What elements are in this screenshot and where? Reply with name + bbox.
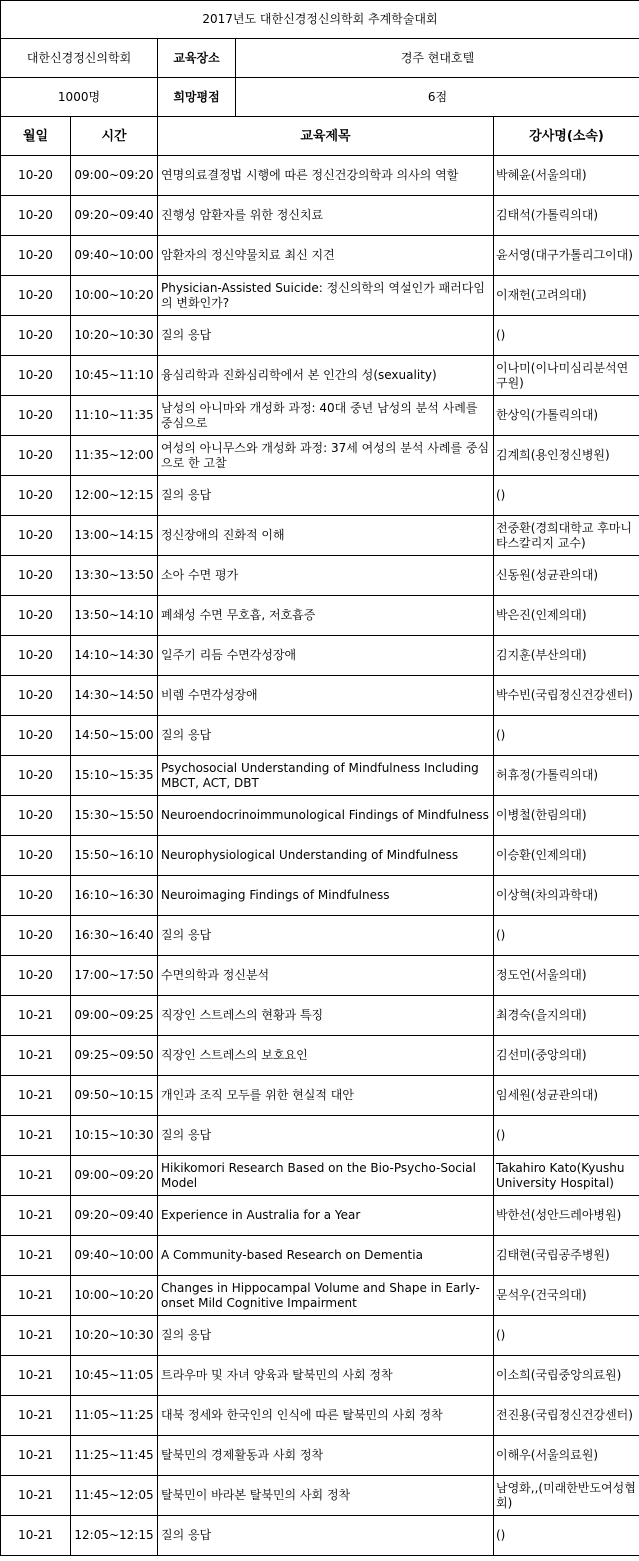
topic-cell: A Community-based Research on Dementia: [158, 1236, 494, 1276]
date-cell: 10-20: [1, 836, 71, 876]
date-cell: 10-20: [1, 156, 71, 196]
table-row: [1, 516, 639, 556]
table-row: [1, 836, 639, 876]
speaker-cell: 박혜윤(서울의대): [494, 156, 639, 196]
time-cell: 13:00~14:15: [71, 516, 158, 556]
topic-cell: 질의 응답: [158, 316, 494, 356]
speaker-cell: (): [494, 476, 639, 516]
topic-cell: 직장인 스트레스의 현황과 특징: [158, 996, 494, 1036]
date-cell: 10-20: [1, 396, 71, 436]
topic-cell: 탈북민이 바라본 탈북민의 사회 정착: [158, 1476, 494, 1516]
points-value: 6점: [236, 78, 639, 117]
table-row: [1, 396, 639, 436]
speaker-cell: 윤서영(대구가톨리그이대): [494, 236, 639, 276]
table-row: [1, 1516, 639, 1556]
topic-cell: 대북 정세와 한국인의 인식에 따른 탈북민의 사회 정착: [158, 1396, 494, 1436]
topic-cell: 폐쇄성 수면 무호흡, 저호흡증: [158, 596, 494, 636]
table-row: [1, 1276, 639, 1316]
time-cell: 09:00~09:25: [71, 996, 158, 1036]
date-cell: 10-20: [1, 796, 71, 836]
date-cell: 10-21: [1, 1516, 71, 1556]
schedule-body: [1, 156, 639, 1556]
table-row: [1, 1036, 639, 1076]
time-cell: 09:20~09:40: [71, 196, 158, 236]
topic-cell: 직장인 스트레스의 보호요인: [158, 1036, 494, 1076]
topic-cell: 여성의 아니무스와 개성화 과정: 37세 여성의 분석 사례를 중심으로 한 고찰: [158, 436, 494, 476]
time-cell: 09:40~10:00: [71, 1236, 158, 1276]
speaker-cell: 이병철(한림의대): [494, 796, 639, 836]
date-cell: 10-20: [1, 876, 71, 916]
time-cell: 11:25~11:45: [71, 1436, 158, 1476]
date-cell: 10-20: [1, 916, 71, 956]
speaker-cell: (): [494, 916, 639, 956]
topic-cell: Neuroimaging Findings of Mindfulness: [158, 876, 494, 916]
speaker-cell: (): [494, 1316, 639, 1356]
speaker-cell: 전중환(경희대학교 후마니타스칼리지 교수): [494, 516, 639, 556]
table-row: [1, 1196, 639, 1236]
speaker-cell: 박은진(인제의대): [494, 596, 639, 636]
speaker-cell: 박수빈(국립정신건강센터): [494, 676, 639, 716]
speaker-cell: 허휴정(가톨릭의대): [494, 756, 639, 796]
date-cell: 10-20: [1, 956, 71, 996]
table-row: [1, 716, 639, 756]
table-row: [1, 996, 639, 1036]
date-cell: 10-21: [1, 996, 71, 1036]
date-cell: 10-20: [1, 236, 71, 276]
date-cell: 10-20: [1, 596, 71, 636]
time-cell: 09:00~09:20: [71, 156, 158, 196]
speaker-cell: 전진용(국립정신건강센터): [494, 1396, 639, 1436]
date-cell: 10-20: [1, 316, 71, 356]
table-row: [1, 1316, 639, 1356]
time-cell: 11:35~12:00: [71, 436, 158, 476]
table-row: [1, 756, 639, 796]
table-row: [1, 356, 639, 396]
speaker-cell: (): [494, 716, 639, 756]
speaker-cell: 이상혁(차의과학대): [494, 876, 639, 916]
topic-cell: 연명의료결정법 시행에 따른 정신건강의학과 의사의 역할: [158, 156, 494, 196]
date-cell: 10-21: [1, 1196, 71, 1236]
table-row: [1, 236, 639, 276]
speaker-cell: 김계희(용인정신병원): [494, 436, 639, 476]
table-row: [1, 476, 639, 516]
date-cell: 10-21: [1, 1436, 71, 1476]
date-cell: 10-20: [1, 476, 71, 516]
time-cell: 11:05~11:25: [71, 1396, 158, 1436]
table-row: [1, 796, 639, 836]
date-cell: 10-20: [1, 676, 71, 716]
date-cell: 10-21: [1, 1236, 71, 1276]
topic-cell: Physician-Assisted Suicide: 정신의학의 역설인가 패러다임의 변화인가?: [158, 276, 494, 316]
time-cell: 10:00~10:20: [71, 1276, 158, 1316]
date-cell: 10-21: [1, 1356, 71, 1396]
date-cell: 10-20: [1, 516, 71, 556]
speaker-cell: 문석우(건국의대): [494, 1276, 639, 1316]
speaker-cell: (): [494, 1116, 639, 1156]
table-row: [1, 276, 639, 316]
speaker-cell: (): [494, 316, 639, 356]
date-cell: 10-20: [1, 716, 71, 756]
date-cell: 10-21: [1, 1476, 71, 1516]
header-date: 월일: [1, 117, 71, 156]
topic-cell: 일주기 리듬 수면각성장애: [158, 636, 494, 676]
document-title: 2017년도 대한신경정신의학회 추계학술대회: [1, 1, 639, 39]
table-row: [1, 1076, 639, 1116]
topic-cell: 트라우마 및 자녀 양육과 탈북민의 사회 정착: [158, 1356, 494, 1396]
table-row: [1, 316, 639, 356]
topic-cell: 탈북민의 경제활동과 사회 정착: [158, 1436, 494, 1476]
time-cell: 10:45~11:05: [71, 1356, 158, 1396]
topic-cell: 소아 수면 평가: [158, 556, 494, 596]
table-row: [1, 1476, 639, 1516]
venue-value: 경주 현대호텔: [236, 39, 639, 78]
time-cell: 09:20~09:40: [71, 1196, 158, 1236]
topic-cell: Psychosocial Understanding of Mindfulness Including MBCT, ACT, DBT: [158, 756, 494, 796]
header-topic: 교육제목: [158, 117, 494, 156]
date-cell: 10-20: [1, 276, 71, 316]
table-row: [1, 436, 639, 476]
date-cell: 10-21: [1, 1076, 71, 1116]
date-cell: 10-20: [1, 196, 71, 236]
header-time: 시간: [71, 117, 158, 156]
speaker-cell: 김태석(가톨릭의대): [494, 196, 639, 236]
time-cell: 10:45~11:10: [71, 356, 158, 396]
speaker-cell: 이재헌(고려의대): [494, 276, 639, 316]
speaker-cell: 임세원(성균관의대): [494, 1076, 639, 1116]
organization-name: 대한신경정신의학회: [1, 39, 158, 78]
topic-cell: 암환자의 정신약물치료 최신 지견: [158, 236, 494, 276]
time-cell: 10:20~10:30: [71, 1316, 158, 1356]
time-cell: 10:20~10:30: [71, 316, 158, 356]
table-row: [1, 596, 639, 636]
time-cell: 16:30~16:40: [71, 916, 158, 956]
points-label: 희망평점: [158, 78, 236, 117]
time-cell: 11:45~12:05: [71, 1476, 158, 1516]
table-row: [1, 1236, 639, 1276]
topic-cell: 질의 응답: [158, 1116, 494, 1156]
time-cell: 09:50~10:15: [71, 1076, 158, 1116]
time-cell: 10:15~10:30: [71, 1116, 158, 1156]
time-cell: 13:30~13:50: [71, 556, 158, 596]
speaker-cell: 신동원(성균관의대): [494, 556, 639, 596]
capacity-value: 1000명: [1, 78, 158, 117]
speaker-cell: 최경숙(을지의대): [494, 996, 639, 1036]
time-cell: 15:10~15:35: [71, 756, 158, 796]
topic-cell: 수면의학과 정신분석: [158, 956, 494, 996]
table-row: [1, 1396, 639, 1436]
time-cell: 09:25~09:50: [71, 1036, 158, 1076]
topic-cell: 질의 응답: [158, 1316, 494, 1356]
time-cell: 14:50~15:00: [71, 716, 158, 756]
speaker-cell: 이소희(국립중앙의료원): [494, 1356, 639, 1396]
table-row: [1, 676, 639, 716]
date-cell: 10-21: [1, 1276, 71, 1316]
topic-cell: 진행성 암환자를 위한 정신치료: [158, 196, 494, 236]
table-row: [1, 556, 639, 596]
venue-label: 교육장소: [158, 39, 236, 78]
time-cell: 10:00~10:20: [71, 276, 158, 316]
time-cell: 15:50~16:10: [71, 836, 158, 876]
table-row: [1, 1356, 639, 1396]
topic-cell: 질의 응답: [158, 476, 494, 516]
date-cell: 10-21: [1, 1396, 71, 1436]
date-cell: 10-21: [1, 1316, 71, 1356]
speaker-cell: 정도언(서울의대): [494, 956, 639, 996]
time-cell: 13:50~14:10: [71, 596, 158, 636]
date-cell: 10-20: [1, 356, 71, 396]
topic-cell: 질의 응답: [158, 1516, 494, 1556]
table-row: [1, 196, 639, 236]
time-cell: 12:05~12:15: [71, 1516, 158, 1556]
title-row: [1, 1, 639, 39]
speaker-cell: (): [494, 1516, 639, 1556]
time-cell: 09:40~10:00: [71, 236, 158, 276]
table-row: [1, 636, 639, 676]
speaker-cell: 이나미(이나미심리분석연구원): [494, 356, 639, 396]
topic-cell: 질의 응답: [158, 916, 494, 956]
topic-cell: 개인과 조직 모두를 위한 현실적 대안: [158, 1076, 494, 1116]
date-cell: 10-21: [1, 1116, 71, 1156]
topic-cell: Hikikomori Research Based on the Bio-Psycho-Social Model: [158, 1156, 494, 1196]
speaker-cell: 한상익(가톨릭의대): [494, 396, 639, 436]
time-cell: 09:00~09:20: [71, 1156, 158, 1196]
speaker-cell: 남영화,,(미래한반도여성협회): [494, 1476, 639, 1516]
header-row: [1, 117, 639, 156]
table-row: [1, 916, 639, 956]
venue-row: [1, 39, 639, 78]
speaker-cell: 이승환(인제의대): [494, 836, 639, 876]
speaker-cell: 김지훈(부산의대): [494, 636, 639, 676]
table-row: [1, 1116, 639, 1156]
topic-cell: Neuroendocrinoimmunological Findings of Mindfulness: [158, 796, 494, 836]
table-row: [1, 1436, 639, 1476]
topic-cell: 질의 응답: [158, 716, 494, 756]
date-cell: 10-20: [1, 556, 71, 596]
points-row: [1, 78, 639, 117]
time-cell: 12:00~12:15: [71, 476, 158, 516]
time-cell: 15:30~15:50: [71, 796, 158, 836]
time-cell: 11:10~11:35: [71, 396, 158, 436]
time-cell: 14:30~14:50: [71, 676, 158, 716]
time-cell: 16:10~16:30: [71, 876, 158, 916]
time-cell: 14:10~14:30: [71, 636, 158, 676]
header-speaker: 강사명(소속): [494, 117, 639, 156]
topic-cell: Changes in Hippocampal Volume and Shape in Early-onset Mild Cognitive Impairment: [158, 1276, 494, 1316]
time-cell: 17:00~17:50: [71, 956, 158, 996]
topic-cell: 융심리학과 진화심리학에서 본 인간의 성(sexuality): [158, 356, 494, 396]
speaker-cell: 김선미(중앙의대): [494, 1036, 639, 1076]
table-row: [1, 156, 639, 196]
speaker-cell: 김태현(국립공주병원): [494, 1236, 639, 1276]
topic-cell: Experience in Australia for a Year: [158, 1196, 494, 1236]
table-row: [1, 876, 639, 916]
topic-cell: 비렘 수면각성장애: [158, 676, 494, 716]
table-row: [1, 956, 639, 996]
date-cell: 10-21: [1, 1036, 71, 1076]
topic-cell: 정신장애의 진화적 이해: [158, 516, 494, 556]
date-cell: 10-20: [1, 436, 71, 476]
date-cell: 10-21: [1, 1156, 71, 1196]
table-row: [1, 1156, 639, 1196]
topic-cell: 남성의 아니마와 개성화 과정: 40대 중년 남성의 분석 사례를 중심으로: [158, 396, 494, 436]
topic-cell: Neurophysiological Understanding of Mindfulness: [158, 836, 494, 876]
date-cell: 10-20: [1, 636, 71, 676]
speaker-cell: 이해우(서울의료원): [494, 1436, 639, 1476]
date-cell: 10-20: [1, 756, 71, 796]
speaker-cell: 박한선(성안드레아병원): [494, 1196, 639, 1236]
speaker-cell: Takahiro Kato(Kyushu University Hospital): [494, 1156, 639, 1196]
